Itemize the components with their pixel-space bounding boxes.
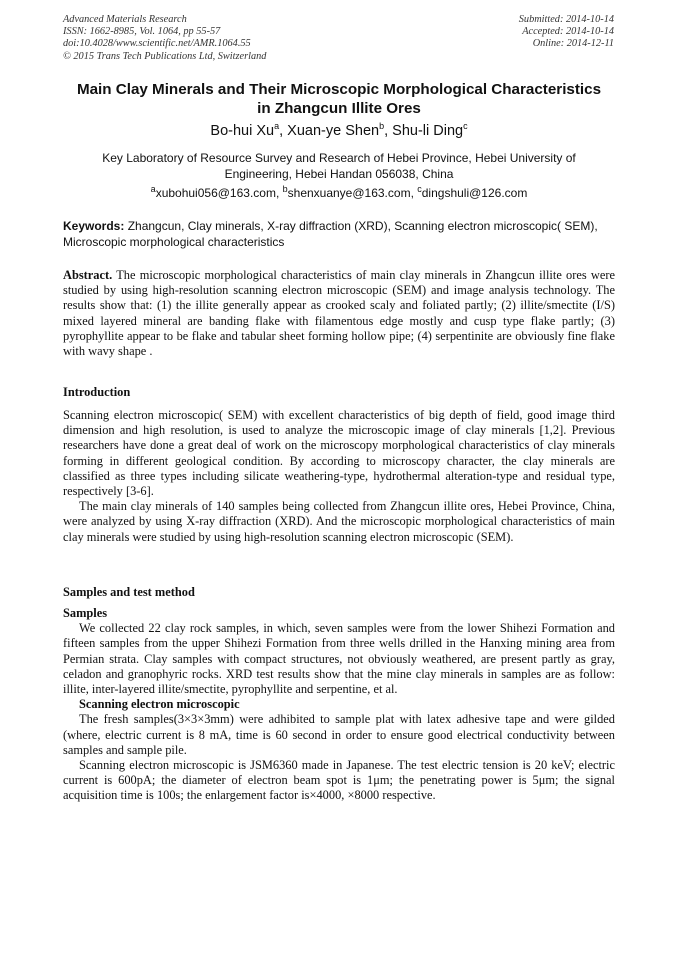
section-heading-samples: Samples and test method — [63, 585, 195, 599]
email-link[interactable]: xubohui056@163.com — [155, 186, 276, 200]
affiliation-line-2: Engineering, Hebei Handan 056038, China — [224, 166, 454, 181]
title-line-2: in Zhangcun Illite Ores — [257, 100, 421, 117]
subheading-samples: Samples — [63, 606, 108, 620]
copyright-line: © 2015 Trans Tech Publications Ltd, Switzerland — [63, 50, 267, 62]
samples-section — [63, 606, 615, 804]
abstract-text: The microscopic morphological characteristics of main clay minerals in Zhangcun illite ores were studied by using high-resolution scanning electron microscopic (SEM) and image analysis technology. The results show that: (1) the illite generally appear as crooked scaly and foliated partly; (2) illite/smectite (I/S) mixed layered mineral are banding flake with filamentous edge mostly and cusp type flake partly; (3) pyrophyllite appear to be flake and tabular sheet forming hollow pipe; (4) serpentinite are obviously fine flake with wavy shape . — [63, 268, 616, 359]
introduction-section — [63, 408, 615, 545]
accepted-date: Accepted: 2014-10-14 — [522, 26, 614, 38]
author-affil-mark: c — [463, 121, 468, 132]
section-heading-introduction: Introduction — [63, 385, 131, 399]
journal-name: Advanced Materials Research — [63, 14, 187, 25]
issn-line: ISSN: 1662-8985, Vol. 1064, pp 55-57 — [63, 26, 221, 38]
title-line-1: Main Clay Minerals and Their Microscopic Morphological Characteristics — [76, 81, 602, 98]
email-mark: a — [150, 184, 156, 194]
email-list: $^a$xubohui056@163.com, $^b$shenxuanye@163.com, $^c$dingshuli@126.com — [150, 184, 528, 200]
journal-header-left — [63, 14, 266, 63]
keywords-label: Keywords: — [63, 219, 125, 233]
affiliation — [70, 151, 608, 182]
abstract-label: Abstract. — [63, 268, 113, 282]
intro-paragraph-2: The main clay minerals of 140 samples being collected from Zhangcun illite ores, Hebei Province, China, were analyzed by using X-ray diffraction (XRD). And the microscopic morphological characteristics of main clay minerals were studied by using high-resolution scanning electron microscopic (SEM). — [63, 499, 615, 544]
email-mark: b — [282, 184, 288, 194]
journal-header-right — [519, 14, 614, 51]
submitted-date: Submitted: 2014-10-14 — [518, 14, 614, 25]
author-affil-mark: a — [274, 121, 280, 132]
author-name: Shu-li Ding — [392, 123, 464, 139]
sem-paragraph-1: The fresh samples(3×3×3mm) were adhibited to sample plat with latex adhesive tape and were gilded (where, electric current is 8 mA, time is 60 second in order to ensure good electrical conductivity between samples and sample pile. — [63, 712, 615, 757]
subheading-sem: Scanning electron microscopic — [79, 697, 240, 712]
email-mark: c — [417, 184, 422, 194]
paper-title — [40, 80, 638, 118]
email-link[interactable]: dingshuli@126.com — [421, 186, 528, 200]
online-date: Online: 2014-12-11 — [532, 38, 614, 50]
intro-paragraph-1: Scanning electron microscopic( SEM) with excellent characteristics of big depth of field, good image third dimension and high resolution, is used to analyze the microscopic image of clay minerals [1,2]. Previous researchers have done a great deal of work on the microscopy morphological characteristics of clay minerals forming in different geological condition. By according to microscopy character, the clay minerals are classified as three types including silicate weathering-type, hydrothermal alteration-type and residual type, respectively [3-6]. — [63, 408, 615, 499]
keywords-text: Zhangcun, Clay minerals, X-ray diffraction (XRD), Scanning electron microscopic( SEM), Microscopic morphological characteristics — [63, 219, 598, 249]
author-name: Bo-hui Xu — [210, 123, 275, 139]
email-link[interactable]: shenxuanye@163.com — [287, 186, 411, 200]
author-affil-mark: b — [379, 121, 385, 132]
affiliation-line-1: Key Laboratory of Resource Survey and Research of Hebei Province, Hebei University of — [102, 151, 576, 165]
author-list: Bo-hui Xu$^a$, Xuan-ye Shen$^b$, Shu-li Ding$^c$ — [210, 121, 468, 139]
samples-paragraph-1: We collected 22 clay rock samples, in which, seven samples were from the lower Shihezi Formation and fifteen samples from the upper Shihezi Formation from three wells drilled in the Hanxing mining area from Permian strata. Clay samples with compact structures, not obviously weathered, are present partly as gray, celadon and granophyric rocks. XRD test results show that the mine clay minerals in samples are as follow: illite, inter-layered illite/smectite, pyrophyllite and serpentine, et al. — [63, 621, 615, 697]
doi-line: doi:10.4028/www.scientific.net/AMR.1064.55 — [63, 38, 251, 50]
author-name: Xuan-ye Shen — [287, 123, 380, 139]
abstract-block — [63, 268, 615, 359]
keywords-block — [63, 219, 615, 250]
sem-paragraph-2: Scanning electron microscopic is JSM6360 made in Japanese. The test electric tension is 20 keV; electric current is 600pA; the diameter of electron beam spot is 1μm; the penetrating power is 5μm; the signal acquisition time is 100s; the enlargement factor is×4000, ×8000 respective. — [63, 758, 615, 803]
